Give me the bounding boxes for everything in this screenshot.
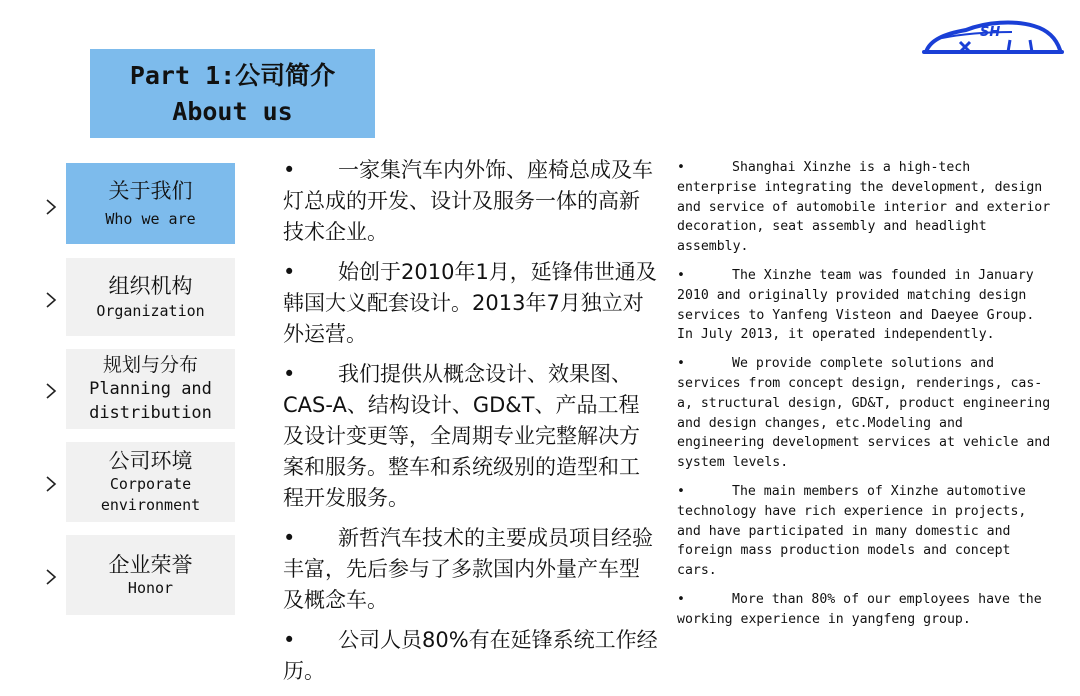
bullet: • — [677, 591, 685, 607]
nav-label-en: Corporate — [109, 475, 192, 493]
chevron-right-icon — [44, 198, 58, 216]
chevron-right-icon — [44, 291, 58, 309]
nav-label-en: Honor — [127, 578, 174, 597]
nav-label-en: distribution — [89, 403, 212, 423]
en-paragraph: • The main members of Xinzhe automotive technology have rich experience in projects, and have participated in many domestic and foreign mass production models and concept cars. — [677, 483, 1027, 579]
nav-label-en: Organization — [96, 301, 205, 320]
nav-label-cn: 组织机构 — [108, 273, 193, 298]
en-paragraph: • More than 80% of our employees have the working experience in yangfeng group. — [677, 591, 1042, 627]
nav-label-cn: 规划与分布 — [102, 354, 198, 376]
en-paragraph: • We provide complete solutions and services from concept design, renderings, cas-a, structural design, GD&T, product engineering and design changes, etc.Modeling and engineering development services at vehicle and system levels. — [677, 356, 1051, 471]
nav-label-en: environment — [100, 496, 201, 514]
section-title-cn: Part 1:公司简介 — [129, 60, 336, 90]
nav-item-planning-distribution[interactable] — [66, 349, 235, 429]
nav-item-organization[interactable] — [66, 258, 235, 336]
cn-paragraph: • 一家集汽车内外饰、座椅总成及车灯总成的开发、设计及服务一体的高新技术企业。 — [283, 155, 658, 248]
cn-paragraph: • 始创于2010年1月，延锋伟世通及韩国大义配套设计。2013年7月独立对外运营。 — [283, 257, 658, 350]
chevron-right-icon — [44, 568, 58, 586]
nav-label-en: Planning and — [89, 379, 212, 399]
chevron-right-icon — [44, 382, 58, 400]
nav-label-cn: 关于我们 — [108, 178, 193, 203]
bullet: • — [283, 526, 296, 550]
bullet: • — [283, 158, 296, 182]
section-title — [90, 49, 375, 138]
bullet: • — [677, 356, 685, 372]
cn-paragraph: • 新哲汽车技术的主要成员项目经验丰富，先后参与了多款国内外量产车型及概念车。 — [283, 523, 658, 616]
bullet: • — [677, 483, 685, 499]
section-title-en: About us — [172, 96, 293, 126]
logo-text: SH — [980, 25, 1001, 40]
bullet: • — [677, 160, 685, 175]
nav-label-en: Who we are — [105, 209, 196, 228]
en-paragraph: • Shanghai Xinzhe is a high-tech enterprise integrating the development, design and service of automobile interior and exterior decoration, seat assembly and headlight assembly. — [677, 160, 1051, 255]
cn-paragraph: • 我们提供从概念设计、效果图、CAS-A、结构设计、GD&T、产品工程及设计变更等，全周期专业完整解决方案和服务。整车和系统级别的造型和工程开发服务。 — [283, 359, 658, 514]
bullet: • — [283, 260, 296, 284]
bullet: • — [283, 362, 296, 386]
nav-label-cn: 企业荣誉 — [108, 552, 193, 577]
bullet: • — [283, 628, 296, 652]
nav-item-honor[interactable] — [66, 535, 235, 615]
nav-item-who-we-are[interactable] — [66, 163, 235, 244]
nav-label-cn: 公司环境 — [108, 449, 193, 473]
nav-item-corporate-environment[interactable] — [66, 442, 235, 522]
chinese-description — [283, 155, 658, 696]
cn-paragraph: • 公司人员80%有在延锋系统工作经历。 — [283, 625, 658, 687]
chevron-right-icon — [44, 475, 58, 493]
bullet: • — [677, 267, 685, 283]
english-description — [677, 158, 1057, 639]
company-logo-icon — [922, 14, 1064, 60]
en-paragraph: • The Xinzhe team was founded in January 2010 and originally provided matching design services to Yanfeng Visteon and Daeyee Group. In July 2013, it operated independently. — [677, 267, 1035, 343]
